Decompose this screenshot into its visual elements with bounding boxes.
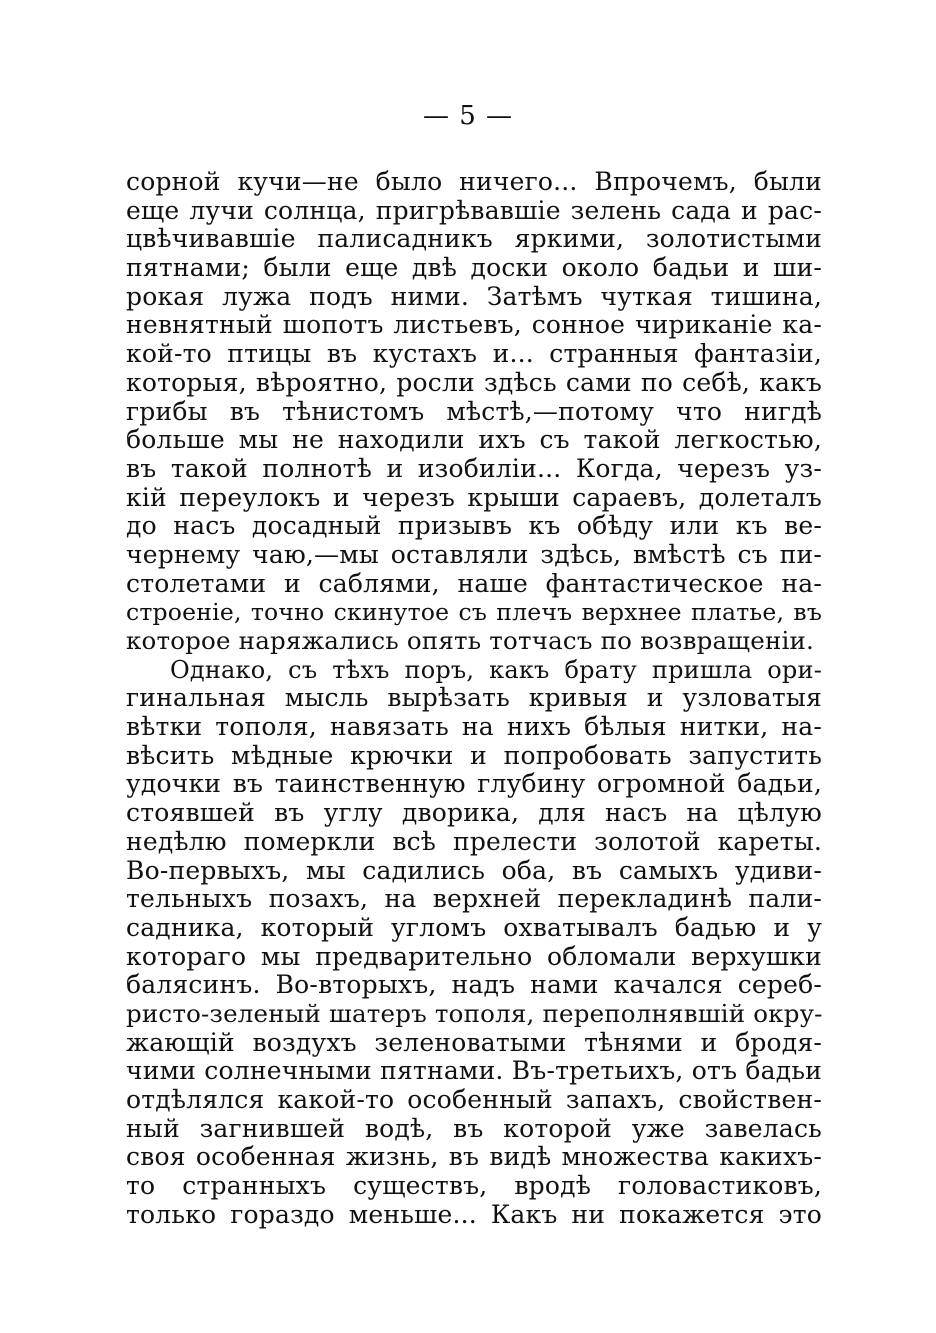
text-line: грибы въ тѣнистомъ мѣстѣ,—потому что нигдѣ bbox=[126, 396, 822, 426]
text-line: ристо-зеленый шатеръ тополя, переполнявшій окру- bbox=[126, 998, 823, 1028]
page-number: — 5 — bbox=[422, 101, 514, 131]
text-line: чернему чаю,—мы оставляли здѣсь, вмѣстѣ съ пи- bbox=[126, 539, 822, 569]
text-line: только гораздо меньше... Какъ ни покажется это bbox=[126, 1199, 822, 1229]
text-line: садника, который угломъ охватывалъ бадью и у bbox=[126, 912, 822, 942]
text-line: Во-первыхъ, мы садились оба, въ самыхъ удиви- bbox=[126, 855, 822, 885]
text-line: до насъ досадный призывъ къ обѣду или къ ве- bbox=[126, 511, 822, 541]
text-line: больше мы не находили ихъ съ такой легкостью, bbox=[126, 425, 822, 455]
paragraph bbox=[126, 656, 822, 1230]
text-line: еще лучи солнца, пригрѣвавшіе зелень сада и рас- bbox=[126, 195, 822, 225]
text-line: кой-то птицы въ кустахъ и... странныя фантазіи, bbox=[126, 339, 822, 369]
text-line: строеніе, точно скинутое съ плечъ верхнее платье, въ bbox=[126, 598, 822, 627]
text-line: вѣсить мѣдные крючки и попробовать запустить bbox=[126, 740, 822, 770]
text-line: кій переулокъ и черезъ крыши сараевъ, долеталъ bbox=[126, 482, 822, 512]
text-line: въ такой полнотѣ и изобиліи... Когда, черезъ уз- bbox=[126, 453, 822, 483]
body-text bbox=[126, 168, 822, 1229]
text-line: чими солнечными пятнами. Въ-третьихъ, отъ бадьи bbox=[126, 1056, 822, 1086]
text-line: гинальная мысль вырѣзать кривыя и узловатыя bbox=[126, 683, 822, 713]
text-line: ный загнившей водѣ, въ которой уже завелась bbox=[126, 1113, 822, 1143]
text-line: тельныхъ позахъ, на верхней перекладинѣ пали- bbox=[126, 884, 822, 914]
text-line: сорной кучи—не было ничего... Впрочемъ, были bbox=[126, 167, 822, 196]
text-line: столетами и саблями, наше фантастическое на- bbox=[126, 568, 822, 598]
text-line: котораго мы предварительно обломали верхушки bbox=[126, 941, 822, 971]
text-line: жающій воздухъ зеленоватыми тѣнями и бродя- bbox=[126, 1027, 822, 1057]
text-line: цвѣчивавшіе палисадникъ яркими, золотистыми bbox=[126, 224, 822, 254]
text-line: которое наряжались опять тотчасъ по возвращеніи. bbox=[126, 626, 815, 655]
text-line: вѣтки тополя, навязать на нихъ бѣлыя нитки, на- bbox=[126, 712, 822, 742]
text-line: невнятный шопотъ листьевъ, сонное чириканіе ка- bbox=[126, 310, 822, 340]
text-line: рокая лужа подъ ними. Затѣмъ чуткая тишина, bbox=[126, 281, 822, 311]
text-line: недѣлю померкли всѣ прелести золотой кареты. bbox=[126, 826, 822, 856]
text-line: то странныхъ существъ, вродѣ головастиковъ, bbox=[126, 1171, 822, 1201]
text-line: своя особенная жизнь, въ видѣ множества какихъ- bbox=[126, 1142, 822, 1172]
text-line: Однако, съ тѣхъ поръ, какъ брату пришла ори- bbox=[170, 655, 822, 684]
text-line: пятнами; были еще двѣ доски около бадьи и ши- bbox=[126, 253, 822, 283]
text-line: удочки въ таинственную глубину огромной бадьи, bbox=[126, 769, 822, 799]
text-line: балясинъ. Во-вторыхъ, надъ нами качался сереб- bbox=[126, 970, 822, 1000]
text-line: стоявшей въ углу дворика, для насъ на цѣлую bbox=[126, 798, 822, 828]
paragraph bbox=[126, 168, 822, 656]
text-line: которыя, вѣроятно, росли здѣсь сами по себѣ, какъ bbox=[126, 367, 822, 397]
text-line: отдѣлялся какой-то особенный запахъ, свойствен- bbox=[126, 1085, 822, 1114]
